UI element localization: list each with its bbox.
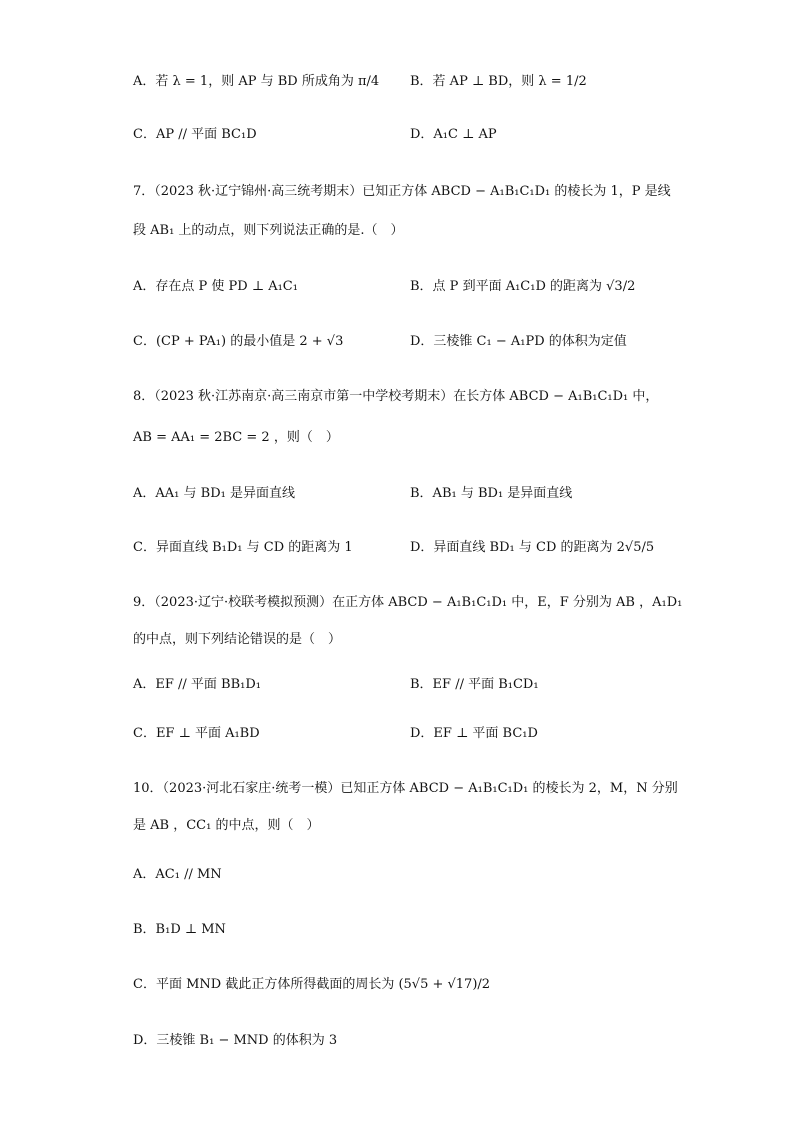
q8-option-a: A．AA₁ 与 BD₁ 是异面直线 [133,486,295,501]
q9-option-b: B．EF // 平面 B₁CD₁ [410,677,539,692]
q8-stem-line2: AB = AA₁ = 2BC = 2 ，则（ ） [133,430,339,445]
q8-option-d: D．异面直线 BD₁ 与 CD 的距离为 2√5/5 [410,540,655,555]
q7-stem-line2: 段 AB₁ 上的动点，则下列说法正确的是.（ ） [133,223,404,238]
q10-option-a: A．AC₁ // MN [133,867,222,882]
q9-option-d: D．EF ⊥ 平面 BC₁D [410,726,538,741]
q9-option-c: C．EF ⊥ 平面 A₁BD [133,726,260,741]
q8-option-b: B．AB₁ 与 BD₁ 是异面直线 [410,486,573,501]
q10-option-d: D．三棱锥 B₁ − MND 的体积为 3 [133,1033,338,1048]
q10-stem-line1: 10．（2023·河北石家庄·统考一模）已知正方体 ABCD − A₁B₁C₁D₁ 的棱长为 2，M，N 分别 [133,781,678,796]
q9-stem-line2: 的中点，则下列结论错误的是（ ） [133,632,342,647]
q6-option-d: D．A₁C ⊥ AP [410,127,497,142]
q6-option-b: B．若 AP ⊥ BD，则 λ = 1/2 [410,74,587,89]
q10-option-c: C．平面 MND 截此正方体所得截面的周长为 (5√5 + √17)/2 [133,977,491,992]
q8-option-c: C．异面直线 B₁D₁ 与 CD 的距离为 1 [133,540,353,555]
q6-option-a: A．若 λ = 1，则 AP 与 BD 所成角为 π/4 [133,74,380,89]
q7-option-b: B．点 P 到平面 A₁C₁D 的距离为 √3/2 [410,279,636,294]
q7-stem-line1: 7．（2023 秋·辽宁锦州·高三统考期末）已知正方体 ABCD − A₁B₁C₁D₁ 的棱长为 1，P 是线 [133,184,671,199]
q10-option-b: B．B₁D ⊥ MN [133,922,226,937]
q8-stem-line1: 8．（2023 秋·江苏南京·高三南京市第一中学校考期末）在长方体 ABCD − A₁B₁C₁D₁ 中， [133,389,659,404]
q9-stem-line1: 9．（2023·辽宁·校联考模拟预测）在正方体 ABCD − A₁B₁C₁D₁ 中，E，F 分别为 AB ，A₁D₁ [133,595,683,610]
q9-option-a: A．EF // 平面 BB₁D₁ [133,677,262,692]
q10-stem-line2: 是 AB ，CC₁ 的中点，则（ ） [133,818,320,833]
q6-option-c: C．AP // 平面 BC₁D [133,127,257,142]
q7-option-a: A．存在点 P 使 PD ⊥ A₁C₁ [133,279,298,294]
q7-option-c: C．(CP + PA₁) 的最小值是 2 + √3 [133,334,344,349]
q7-option-d: D．三棱锥 C₁ − A₁PD 的体积为定值 [410,334,627,349]
